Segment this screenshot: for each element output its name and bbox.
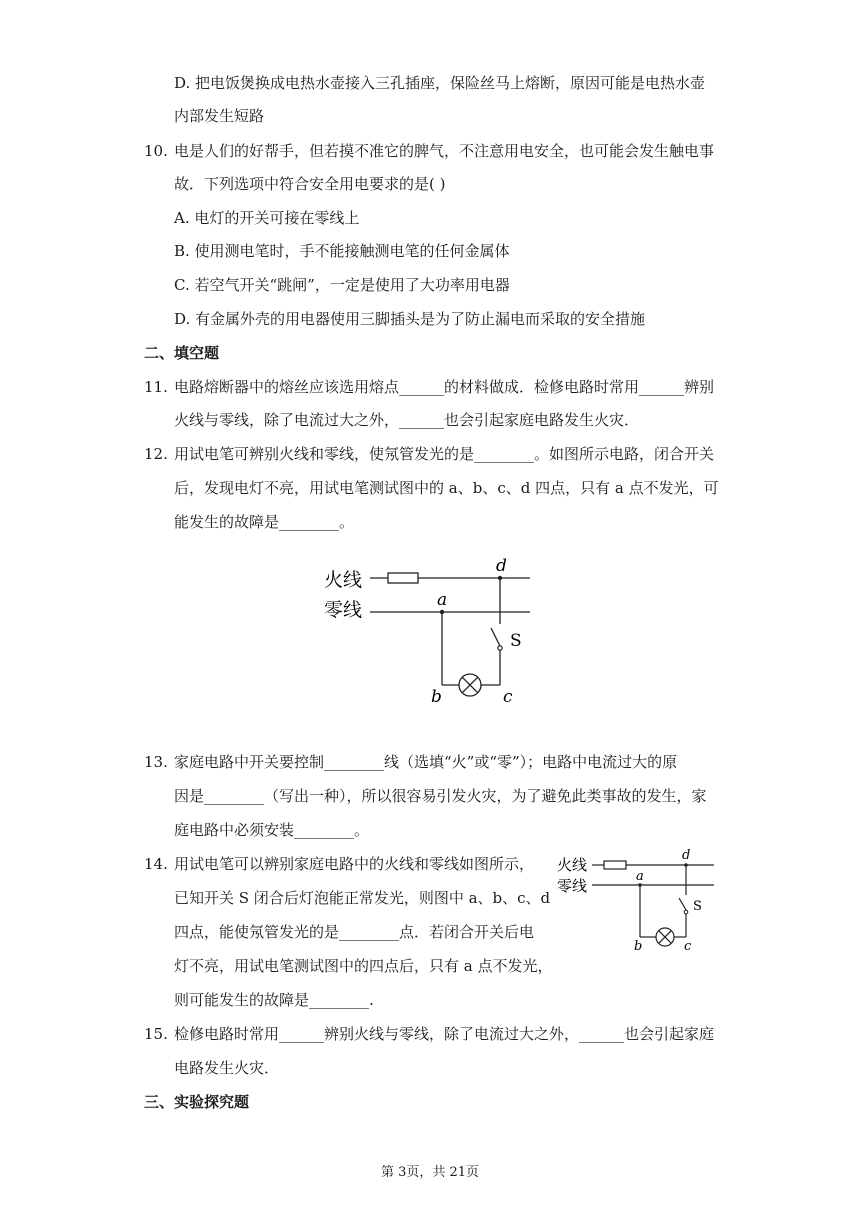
- q11-text-line2: 火线与零线，除了电流过大之外，______也会引起家庭电路发生火灾．: [174, 411, 640, 429]
- point-a-label: a: [437, 590, 448, 610]
- q9-option-d-line1: D. 把电饭煲换成电热水壶接入三孔插座，保险丝马上熔断，原因可能是电热水壶: [174, 74, 706, 92]
- q13-text-line2: 因是________（写出一种），所以很容易引发火灾，为了避免此类事故的发生，家: [174, 787, 707, 805]
- point-d-label: d: [682, 848, 691, 863]
- fuse-icon: [388, 573, 418, 583]
- live-wire-label: 火线: [324, 569, 363, 591]
- question-number-10: 10.: [144, 142, 168, 160]
- circuit-diagram-large: [318, 552, 544, 712]
- q12-text-line3: 能发生的故障是________。: [174, 513, 355, 531]
- point-a-label: a: [636, 869, 644, 884]
- section-heading-experiment: 三、实验探究题: [144, 1093, 250, 1111]
- switch-label: S: [693, 899, 702, 914]
- q15-text-line2: 电路发生火灾．: [174, 1059, 280, 1077]
- point-c-label: c: [684, 939, 692, 954]
- question-number-15: 15.: [144, 1025, 168, 1043]
- point-b-label: b: [431, 687, 442, 707]
- switch-contact: [498, 646, 502, 650]
- question-number-11: 11.: [144, 378, 168, 396]
- q13-text-line1: 家庭电路中开关要控制________线（选填“火”或“零”）；电路中电流过大的原: [174, 753, 678, 771]
- live-wire-label: 火线: [557, 856, 588, 874]
- switch-contact: [684, 910, 688, 914]
- q15-text-line1: 检修电路时常用______辨别火线与零线，除了电流过大之外，______也会引起家庭: [174, 1025, 715, 1043]
- q14-text-line5: 则可能发生的故障是________.: [174, 991, 374, 1009]
- q14-text-line2: 已知开关 S 闭合后灯泡能正常发光，则图中 a、b、c、d: [174, 889, 551, 907]
- q11-text-line1: 电路熔断器中的熔丝应该选用熔点______的材料做成．检修电路时常用______辨别: [174, 378, 715, 396]
- question-number-12: 12.: [144, 445, 168, 463]
- page-footer: 第 3页，共 21页: [380, 1165, 480, 1180]
- q10-text-line2: 故．下列选项中符合安全用电要求的是( ): [174, 175, 446, 193]
- q9-option-d-line2: 内部发生短路: [174, 107, 265, 125]
- circuit-diagram-small: [556, 846, 720, 954]
- neutral-wire-label: 零线: [324, 599, 363, 621]
- section-heading-fill-blank: 二、填空题: [144, 344, 220, 362]
- q12-text-line2: 后，发现电灯不亮，用试电笔测试图中的 a、b、c、d 四点，只有 a 点不发光，可: [174, 479, 719, 497]
- switch-icon: [491, 628, 500, 646]
- q14-text-line1: 用试电笔可以辨别家庭电路中的火线和零线如图所示，: [174, 855, 535, 873]
- q10-option-d: D. 有金属外壳的用电器使用三脚插头是为了防止漏电而采取的安全措施: [174, 310, 646, 328]
- question-number-14: 14.: [144, 855, 168, 873]
- q10-option-b: B. 使用测电笔时，手不能接触测电笔的任何金属体: [174, 242, 510, 260]
- neutral-wire-label: 零线: [557, 877, 588, 895]
- question-number-13: 13.: [144, 753, 168, 771]
- point-d-label: d: [496, 556, 507, 576]
- q14-text-line4: 灯不亮，用试电笔测试图中的四点后，只有 a 点不发光，: [174, 957, 553, 975]
- q10-text-line1: 电是人们的好帮手，但若摸不准它的脾气，不注意用电安全，也可能会发生触电事: [174, 142, 715, 160]
- q13-text-line3: 庭电路中必须安装________。: [174, 821, 370, 839]
- q12-text-line1: 用试电笔可辨别火线和零线，使氖管发光的是________。如图所示电路，闭合开关: [174, 445, 715, 463]
- point-b-label: b: [634, 939, 643, 954]
- q10-option-c: C. 若空气开关“跳闸”，一定是使用了大功率用电器: [174, 276, 510, 294]
- fuse-icon: [604, 861, 626, 869]
- q14-text-line3: 四点，能使氖管发光的是________点．若闭合开关后电: [174, 923, 535, 941]
- switch-icon: [679, 898, 686, 910]
- point-c-label: c: [503, 687, 513, 707]
- q10-option-a: A. 电灯的开关可接在零线上: [174, 209, 360, 227]
- switch-label: S: [510, 631, 522, 651]
